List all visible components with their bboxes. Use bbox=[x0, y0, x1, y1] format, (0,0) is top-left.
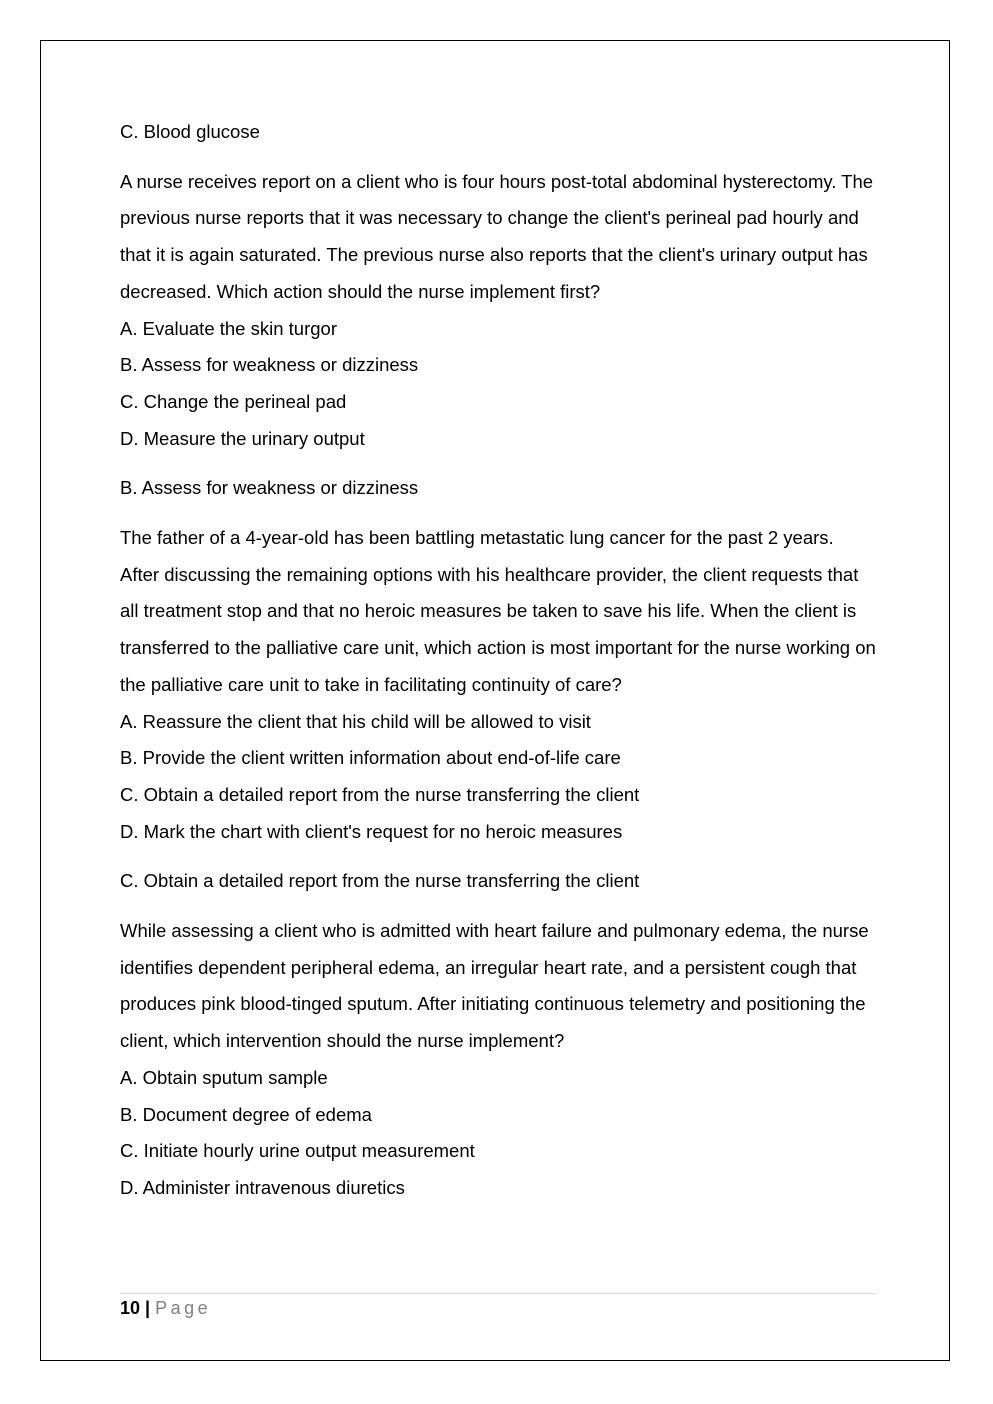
answer-option-a: A. Reassure the client that his child will be allowed to visit bbox=[120, 710, 591, 732]
page-label: Page bbox=[155, 1298, 212, 1318]
answer-option-c: C. Obtain a detailed report from the nurse transferring the client bbox=[120, 783, 640, 805]
footer-separator: | bbox=[145, 1298, 151, 1318]
answer-option-c: C. Initiate hourly urine output measurement bbox=[120, 1140, 475, 1162]
page-footer bbox=[120, 1296, 211, 1320]
question-stem: The father of a 4-year-old has been battling metastatic lung cancer for the past 2 years. After discussing the remaining options with his healthcare provider, the client requests that all treatment stop and that no heroic measures be taken to save his life. When the client is transferred to the palliative care unit, which action is most important for the nurse working on the palliative care unit to take in facilitating continuity of care? bbox=[120, 527, 876, 695]
page-number: 10 bbox=[120, 1298, 141, 1318]
answer-option-b: B. Provide the client written information about end-of-life care bbox=[120, 747, 621, 769]
answer-line: C. Blood glucose bbox=[120, 121, 260, 142]
answer-option-d: D. Administer intravenous diuretics bbox=[120, 1176, 405, 1198]
answer-option-b: B. Document degree of edema bbox=[120, 1103, 372, 1125]
question-stem: While assessing a client who is admitted with heart failure and pulmonary edema, the nurse identifies dependent peripheral edema, an irregular heart rate, and a persistent cough that produces pink blood-tinged sputum. After initiating continuous telemetry and positioning the client, which intervention should the nurse implement? bbox=[120, 920, 869, 1052]
footer-divider bbox=[120, 1293, 876, 1294]
answer-option-d: D. Mark the chart with client's request for no heroic measures bbox=[120, 820, 623, 842]
answer-line: C. Obtain a detailed report from the nurse transferring the client bbox=[120, 870, 640, 892]
answer-option-a: A. Obtain sputum sample bbox=[120, 1066, 328, 1088]
question-block bbox=[120, 913, 876, 1207]
answer-line: B. Assess for weakness or dizziness bbox=[120, 477, 419, 499]
answer-option-c: C. Change the perineal pad bbox=[120, 390, 347, 412]
answer-option-b: B. Assess for weakness or dizziness bbox=[120, 354, 419, 376]
answer-option-d: D. Measure the urinary output bbox=[120, 427, 365, 449]
question-block bbox=[120, 164, 876, 458]
question-stem: A nurse receives report on a client who is four hours post-total abdominal hysterectomy. The previous nurse reports that it was necessary to change the client's perineal pad hourly and that it is again saturated. The previous nurse also reports that the client's urinary output has decreased. Which action should the nurse implement first? bbox=[120, 170, 874, 302]
question-block bbox=[120, 520, 876, 850]
document-body bbox=[120, 114, 876, 1220]
answer-option-a: A. Evaluate the skin turgor bbox=[120, 317, 337, 339]
